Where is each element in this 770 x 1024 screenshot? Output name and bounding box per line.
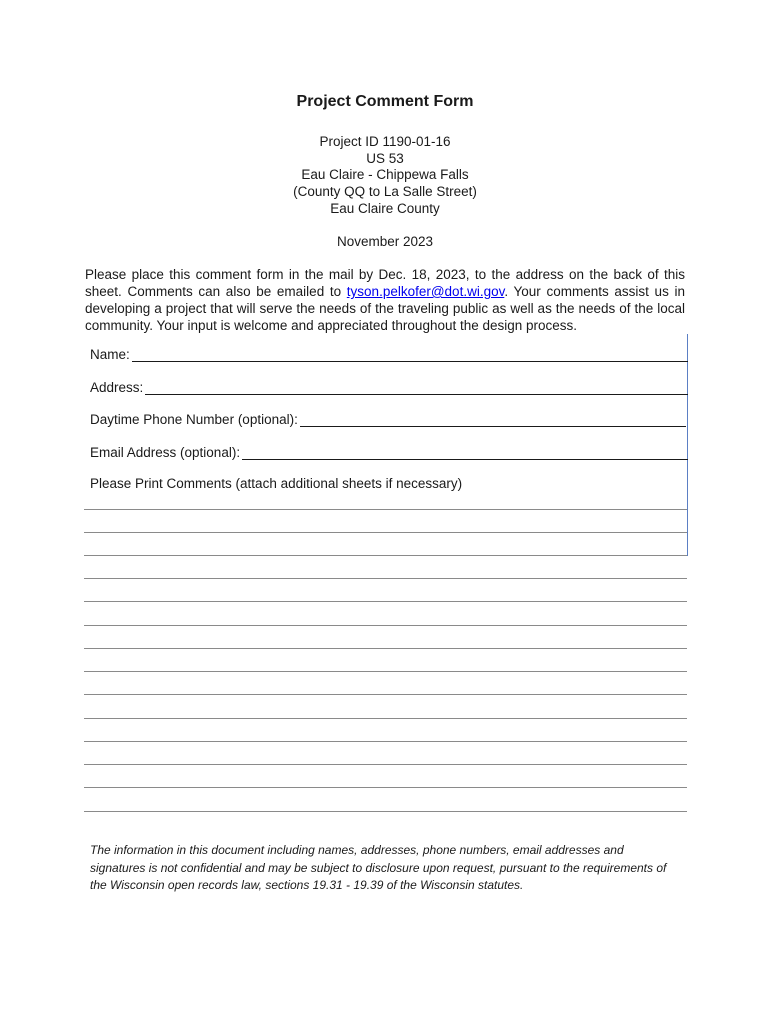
email-link[interactable]: tyson.pelkofer@dot.wi.gov	[346, 284, 505, 299]
comment-line[interactable]	[84, 811, 687, 812]
address-label: Address:	[90, 380, 144, 395]
name-label: Name:	[90, 347, 130, 362]
email-input-line[interactable]	[242, 445, 688, 460]
comments-label: Please Print Comments (attach additional sheets if necessary)	[90, 476, 463, 491]
comment-line[interactable]	[84, 671, 687, 672]
comment-line[interactable]	[84, 718, 687, 719]
comment-line[interactable]	[84, 741, 687, 742]
county: Eau Claire County	[330, 201, 440, 216]
address-field[interactable]	[90, 377, 688, 395]
address-input-line[interactable]	[145, 380, 688, 395]
project-id: Project ID 1190-01-16	[319, 134, 451, 149]
phone-label: Daytime Phone Number (optional):	[90, 412, 298, 427]
project-limits: (County QQ to La Salle Street)	[293, 184, 477, 199]
intro-text-after: . Your comments assist us in developing a project that will serve the needs of the traveling public as well as the needs of the local community. Your input is welcome and appreciated throughout the design process.	[85, 284, 685, 333]
comment-line[interactable]	[84, 509, 687, 510]
phone-field[interactable]	[90, 409, 686, 427]
comment-line[interactable]	[84, 555, 687, 556]
confidentiality-notice: The information in this document including names, addresses, phone numbers, email addresses and signatures is not confidential and may be subject to disclosure upon request, pursuant to the requirements of the Wisconsin open records law, sections 19.31 - 19.39 of the Wisconsin statutes.	[90, 843, 667, 892]
phone-input-line[interactable]	[300, 412, 686, 427]
form-title: Project Comment Form	[296, 93, 474, 110]
comment-line[interactable]	[84, 532, 687, 533]
form-date: November 2023	[336, 234, 434, 249]
comment-line[interactable]	[84, 764, 687, 765]
intro-text-before: Please place this comment form in the mail by Dec. 18, 2023, to the address on the back of this sheet. Comments can also be emailed to	[85, 267, 685, 299]
comment-line[interactable]	[84, 787, 687, 788]
email-label: Email Address (optional):	[90, 445, 241, 460]
comment-line[interactable]	[84, 694, 687, 695]
comment-line[interactable]	[84, 578, 687, 579]
comment-line[interactable]	[84, 625, 687, 626]
highway: US 53	[366, 151, 404, 166]
comment-line[interactable]	[84, 648, 687, 649]
name-input-line[interactable]	[132, 347, 688, 362]
intro-paragraph	[85, 266, 685, 334]
email-field[interactable]	[90, 442, 688, 460]
comment-line[interactable]	[84, 601, 687, 602]
name-field[interactable]	[90, 344, 688, 362]
project-segment: Eau Claire - Chippewa Falls	[301, 167, 469, 182]
